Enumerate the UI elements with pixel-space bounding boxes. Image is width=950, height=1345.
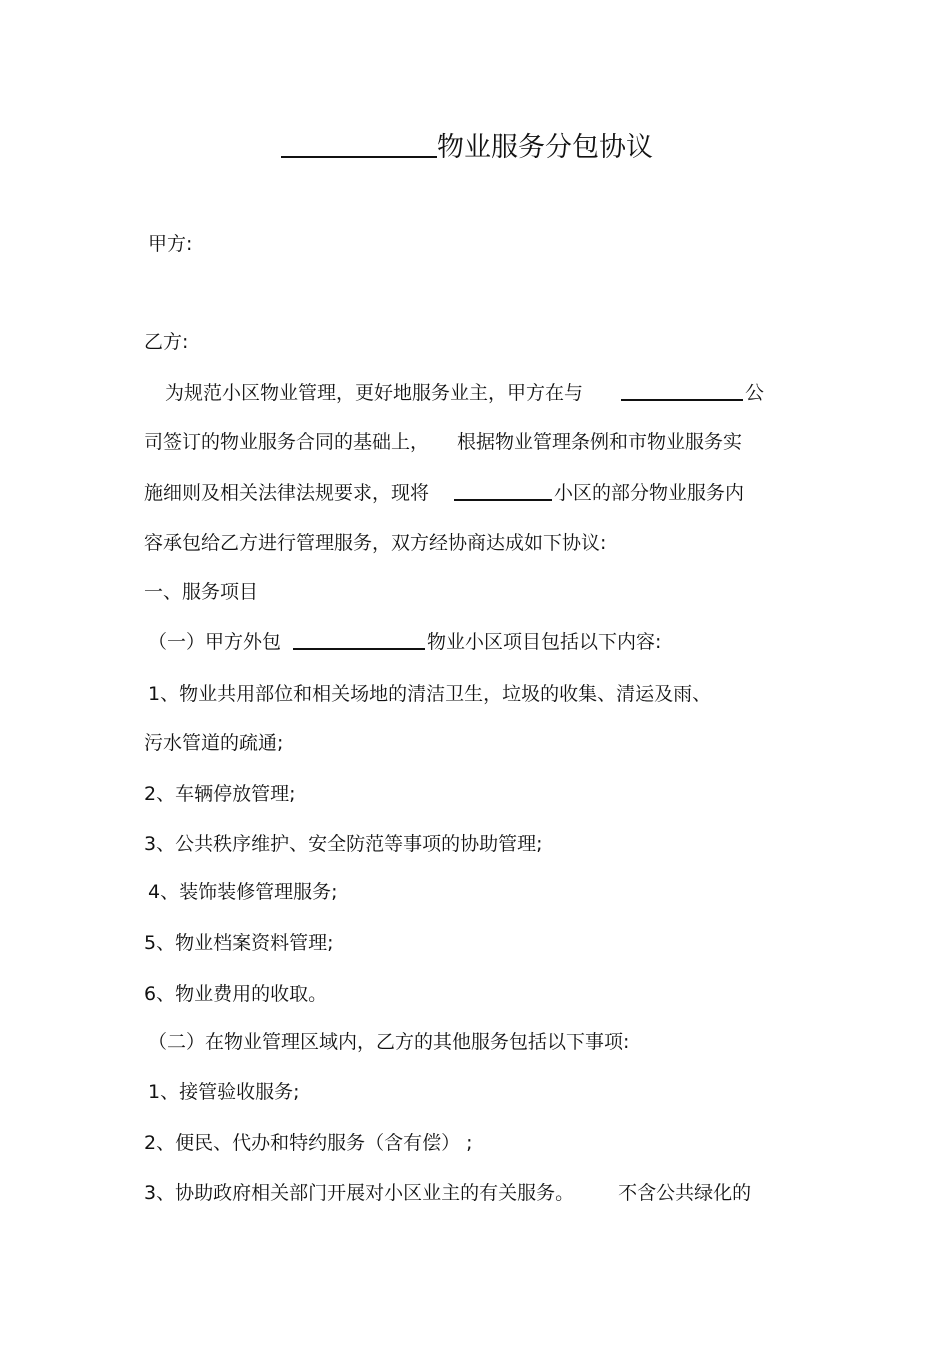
- subsection-2-heading: （二）在物业管理区域内，乙方的其他服务包括以下事项:: [148, 1031, 630, 1053]
- document-title: 物业服务分包协议: [437, 132, 653, 163]
- list-item: 4、装饰装修管理服务;: [148, 881, 338, 903]
- intro-line-1: [165, 379, 764, 406]
- document-title-line: [281, 127, 653, 165]
- party-b-label: 乙方:: [144, 331, 189, 353]
- subsection-1-heading-text-b: 物业小区项目包括以下内容:: [427, 631, 662, 653]
- list-item: 6、物业费用的收取。: [144, 983, 328, 1005]
- intro-line-2-text-a: 司签订的物业服务合同的基础上，: [144, 431, 430, 453]
- intro-line-2: [144, 429, 742, 455]
- section-1-heading: 一、服务项目: [144, 581, 259, 603]
- title-blank-field: [281, 127, 437, 158]
- list-item-last: [144, 1180, 751, 1206]
- intro-line-3: [144, 479, 744, 506]
- list-item: 5、物业档案资料管理;: [144, 932, 334, 954]
- list-item: 3、公共秩序维护、安全防范等事项的协助管理;: [144, 833, 543, 855]
- list-item: 2、车辆停放管理;: [144, 783, 296, 805]
- list-item: 1、接管验收服务;: [148, 1081, 300, 1103]
- intro-line-1-text-a: 为规范小区物业管理，更好地服务业主，甲方在与: [165, 382, 584, 404]
- list-item-last-text-b: 不含公共绿化的: [618, 1182, 752, 1204]
- subsection-1-heading: [148, 628, 661, 655]
- project-blank-field: [293, 628, 425, 650]
- list-item: 1、物业共用部位和相关场地的清洁卫生，垃圾的收集、清运及雨、: [148, 683, 712, 705]
- intro-line-3-text-a: 施细则及相关法律法规要求，现将: [144, 482, 430, 504]
- intro-line-3-text-b: 小区的部分物业服务内: [554, 482, 745, 504]
- intro-line-1-text-b: 公: [745, 382, 765, 404]
- list-item: 2、便民、代办和特约服务（含有偿） ;: [144, 1132, 473, 1154]
- list-item: 污水管道的疏通;: [144, 732, 284, 754]
- subsection-1-heading-text-a: （一）甲方外包: [148, 631, 282, 653]
- intro-line-4: 容承包给乙方进行管理服务，双方经协商达成如下协议:: [144, 532, 607, 554]
- intro-line-2-text-b: 根据物业管理条例和市物业服务实: [457, 431, 743, 453]
- company-blank-field: [621, 379, 743, 401]
- party-a-label: 甲方:: [148, 233, 193, 255]
- community-blank-field: [454, 479, 552, 501]
- list-item-last-text-a: 3、协助政府相关部门开展对小区业主的有关服务。: [144, 1182, 575, 1204]
